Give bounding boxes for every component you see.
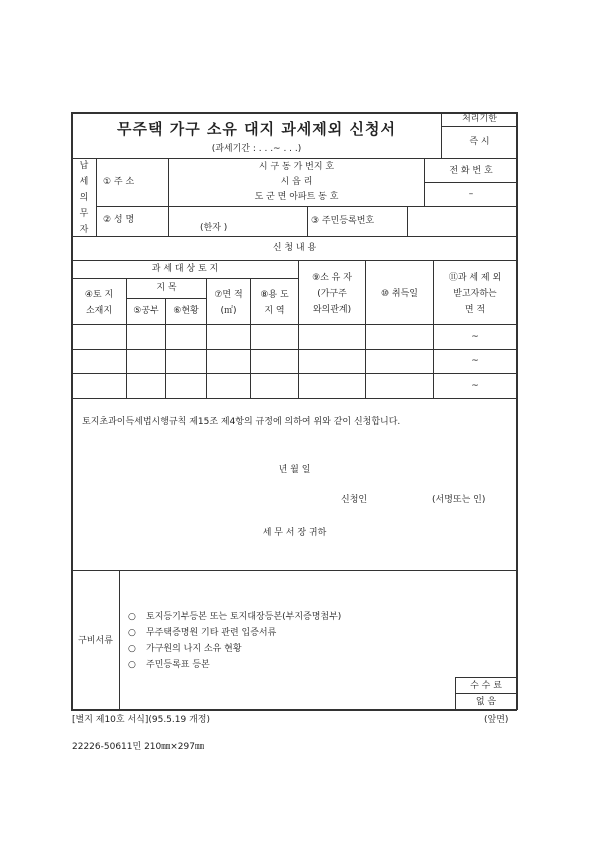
side-char-3: 의 [79,193,89,203]
phone-value: – [468,189,474,199]
fee-label: 수 수 료 [470,681,502,691]
side-char-1: 납 [79,161,89,171]
land-group-title: 과 세 대 상 토 지 [151,264,219,274]
doc-bullet-3: ○ [128,644,136,654]
frame-bottom [71,709,517,711]
fee-mid [455,693,517,694]
row-2-excl: ~ [471,356,479,366]
row-line-3 [71,398,517,399]
side-char-5: 자 [79,225,89,235]
tax-period: (과세기간 : . . .~ . . .) [211,144,302,154]
col-use-2: 지 역 [264,306,285,316]
address-label: ① 주 소 [103,177,135,187]
side-char-4: 무 [79,209,89,219]
documents-label: 구비서류 [78,636,113,646]
phone-label: 전 화 번 호 [449,166,493,176]
doc-item-2: 무주택증명원 기타 관련 입증서류 [146,628,277,638]
col-line-6 [365,260,366,398]
rrn-divider-right [407,206,408,236]
form-number: [별지 제10호 서식](95.5.19 개정) [72,715,210,725]
doc-bullet-1: ○ [128,612,136,622]
request-title-bottom [71,260,517,261]
table-head-bottom [71,324,517,325]
fee-value: 없 음 [475,697,497,707]
declaration-date: 년 월 일 [278,465,311,475]
address-line-1: 시 구 동 가 번지 호 [258,162,335,172]
frame-right [516,112,518,710]
address-line-2: 시 읍 리 [280,177,313,187]
page-side: (앞면) [484,715,509,725]
doc-item-1: 토지등기부등본 또는 토지대장등본(부지증명첨부) [146,612,342,622]
phone-mid [424,182,517,183]
doc-item-4: 주민등록표 등본 [146,660,210,670]
doc-bullet-2: ○ [128,628,136,638]
applicant-sign-label: 신청인 [341,495,368,505]
sign-or-seal: (서명또는 인) [432,495,486,505]
col-acq: ⑩ 취득일 [380,289,418,299]
col-area-2: (㎡) [220,306,237,316]
land-group-bottom [71,278,298,279]
declaration-statement: 토지초과이득세법시행규칙 제15조 제4항의 규정에 의하여 위와 같이 신청합니다. [82,417,401,427]
row-3-excl: ~ [471,381,479,391]
jimok-bottom [126,298,206,299]
col-gongbu: ⑤공부 [133,306,159,316]
doc-bullet-4: ○ [128,660,136,670]
col-use-1: ⑧용 도 [260,290,289,300]
col-excl-3: 면 적 [464,305,486,315]
col-owner-2: (가구주 [317,289,347,299]
row-line-1 [71,349,517,350]
header-bottom [71,158,517,159]
col-owner-3: 와의관계) [312,305,352,315]
col-excl-2: 받고자하는 [453,289,497,299]
applicant-side-divider [96,158,97,236]
applicant-bottom [71,236,517,237]
col-owner-1: ⑨소 유 자 [312,273,352,283]
row-1-excl: ~ [471,332,479,342]
col-jimok: 지 목 [156,283,177,293]
print-code: 22226-50611민 210㎜×297㎜ [72,742,204,752]
address-line-3: 도 군 면 아파트 동 호 [254,192,339,202]
side-char-2: 세 [79,177,89,187]
col-excl-1: ⑪과 세 제 외 [448,273,502,283]
name-hanja: (한자 ) [200,223,228,233]
rrn-divider-left [307,206,308,236]
col-hyeonhwang: ⑥현황 [173,306,199,316]
request-title: 신 청 내 용 [272,243,317,253]
addressee: 세 무 서 장 귀하 [262,528,327,538]
col-line-1 [126,278,127,398]
processing-divider [441,126,517,127]
rrn-label: ③ 주민등록번호 [311,216,375,226]
col-location-1: ④토 지 [84,290,114,300]
form-title: 무주택 가구 소유 대지 과세제외 신청서 [117,120,396,138]
documents-divider [119,570,120,710]
col-area-1: ⑦면 적 [214,290,243,300]
row-line-2 [71,373,517,374]
fee-top [455,677,517,678]
col-location-2: 소재지 [85,306,113,316]
processing-value: 즉 시 [469,137,490,147]
processing-label: 처리기한 [462,114,497,124]
doc-item-3: 가구원의 나지 소유 현황 [146,644,242,654]
name-label: ② 성 명 [103,215,135,225]
declaration-bottom [71,570,517,571]
